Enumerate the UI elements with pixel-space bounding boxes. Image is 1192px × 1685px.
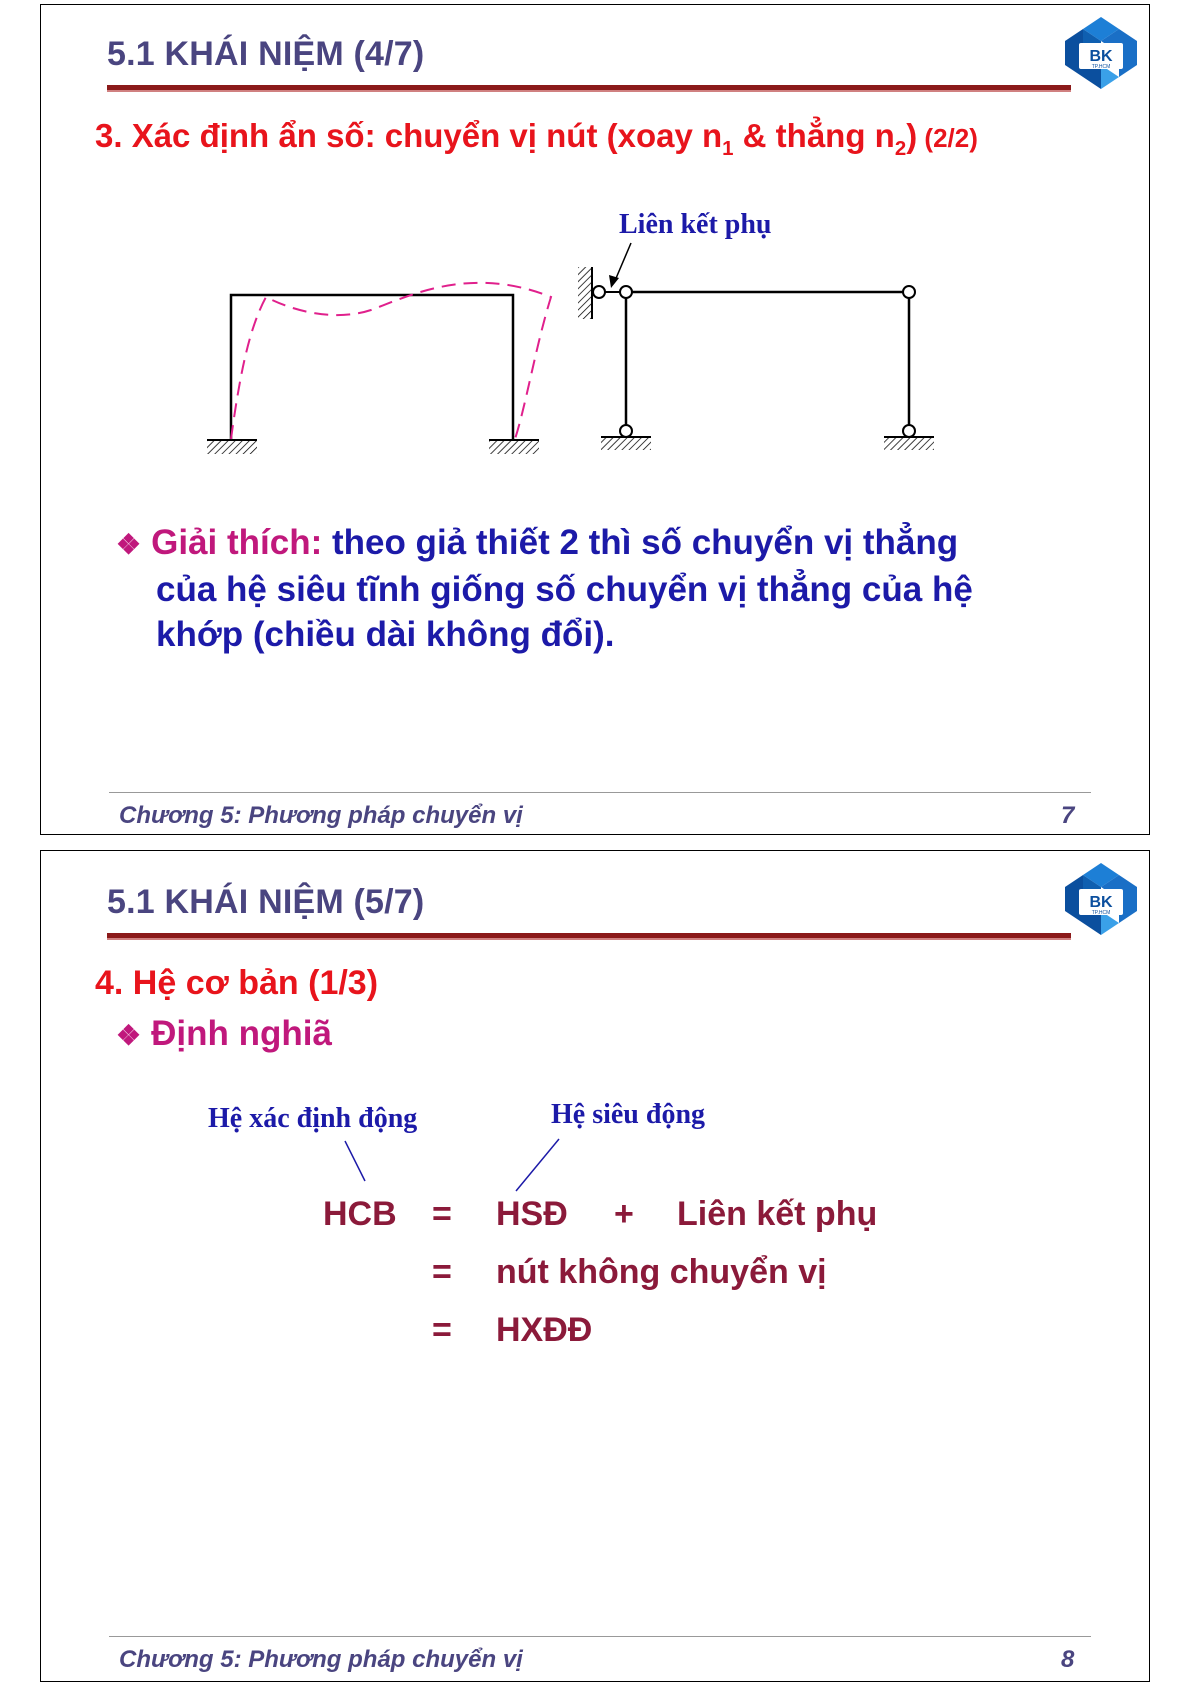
section-heading: 3. Xác định ẩn số: chuyển vị nút (xoay $n_1$ & thẳng $n_2$) (2/2)	[95, 117, 978, 160]
deformed-shape	[231, 283, 551, 439]
diagram-label: Liên kết phụ	[619, 209, 772, 240]
footer-chapter: Chương 5: Phương pháp chuyển vị	[119, 1646, 523, 1673]
wall-support	[578, 267, 592, 319]
ground-support-left	[207, 440, 257, 454]
slide-title: 5.1 KHÁI NIỆM (5/7)	[107, 883, 425, 921]
eq-lien-ket-phu: Liên kết phụ	[677, 1195, 878, 1233]
eq-plus: +	[614, 1195, 634, 1233]
slide-8	[40, 850, 1150, 1682]
label-he-sieu-dong: Hệ siêu động	[551, 1099, 706, 1130]
svg-text:BK: BK	[1089, 894, 1113, 911]
eq-nut-khong-chuyen-vi: nút không chuyển vị	[496, 1253, 827, 1291]
diamond-bullet-icon: ❖	[116, 529, 142, 560]
pointer-arrow	[614, 243, 631, 283]
diamond-bullet-icon: ❖	[116, 1020, 142, 1051]
svg-text:TP.HCM: TP.HCM	[1091, 910, 1111, 916]
slide-title: 5.1 KHÁI NIỆM (4/7)	[107, 35, 425, 73]
eq-equals-1: =	[432, 1195, 452, 1233]
pin-support-right	[884, 437, 934, 450]
definition-heading: ❖ Định nghiã	[116, 1014, 332, 1053]
frame-diagram	[41, 5, 1151, 836]
label-he-xac-dinh-dong: Hệ xác định động	[208, 1103, 418, 1134]
slide-7	[40, 4, 1150, 835]
footer-divider	[109, 1636, 1091, 1637]
eq-hsd: HSĐ	[496, 1195, 568, 1233]
ground-support-right	[489, 440, 539, 454]
footer-divider	[109, 792, 1091, 793]
footer-chapter: Chương 5: Phương pháp chuyển vị	[119, 802, 523, 829]
explanation-paragraph: ❖ Giải thích: theo giả thiết 2 thì số chuyển vị thẳng của hệ siêu tĩnh giống số chuyển vị thẳng của hệ khớp (chiều dài không đổi).	[116, 523, 973, 654]
eq-equals-3: =	[432, 1311, 452, 1349]
pinned-frame	[578, 243, 934, 450]
fixed-frame	[207, 283, 551, 454]
eq-hxdd: HXĐĐ	[496, 1311, 593, 1349]
section-heading: 4. Hệ cơ bản (1/3)	[95, 964, 379, 1002]
eq-equals-2: =	[432, 1253, 452, 1291]
page-number: 8	[1061, 1646, 1075, 1673]
svg-text:BK: BK	[1089, 48, 1113, 65]
page-number: 7	[1061, 802, 1075, 829]
eq-hcb: HCB	[323, 1195, 397, 1233]
svg-text:TP.HCM: TP.HCM	[1091, 64, 1111, 70]
pin-support-left	[601, 437, 651, 450]
